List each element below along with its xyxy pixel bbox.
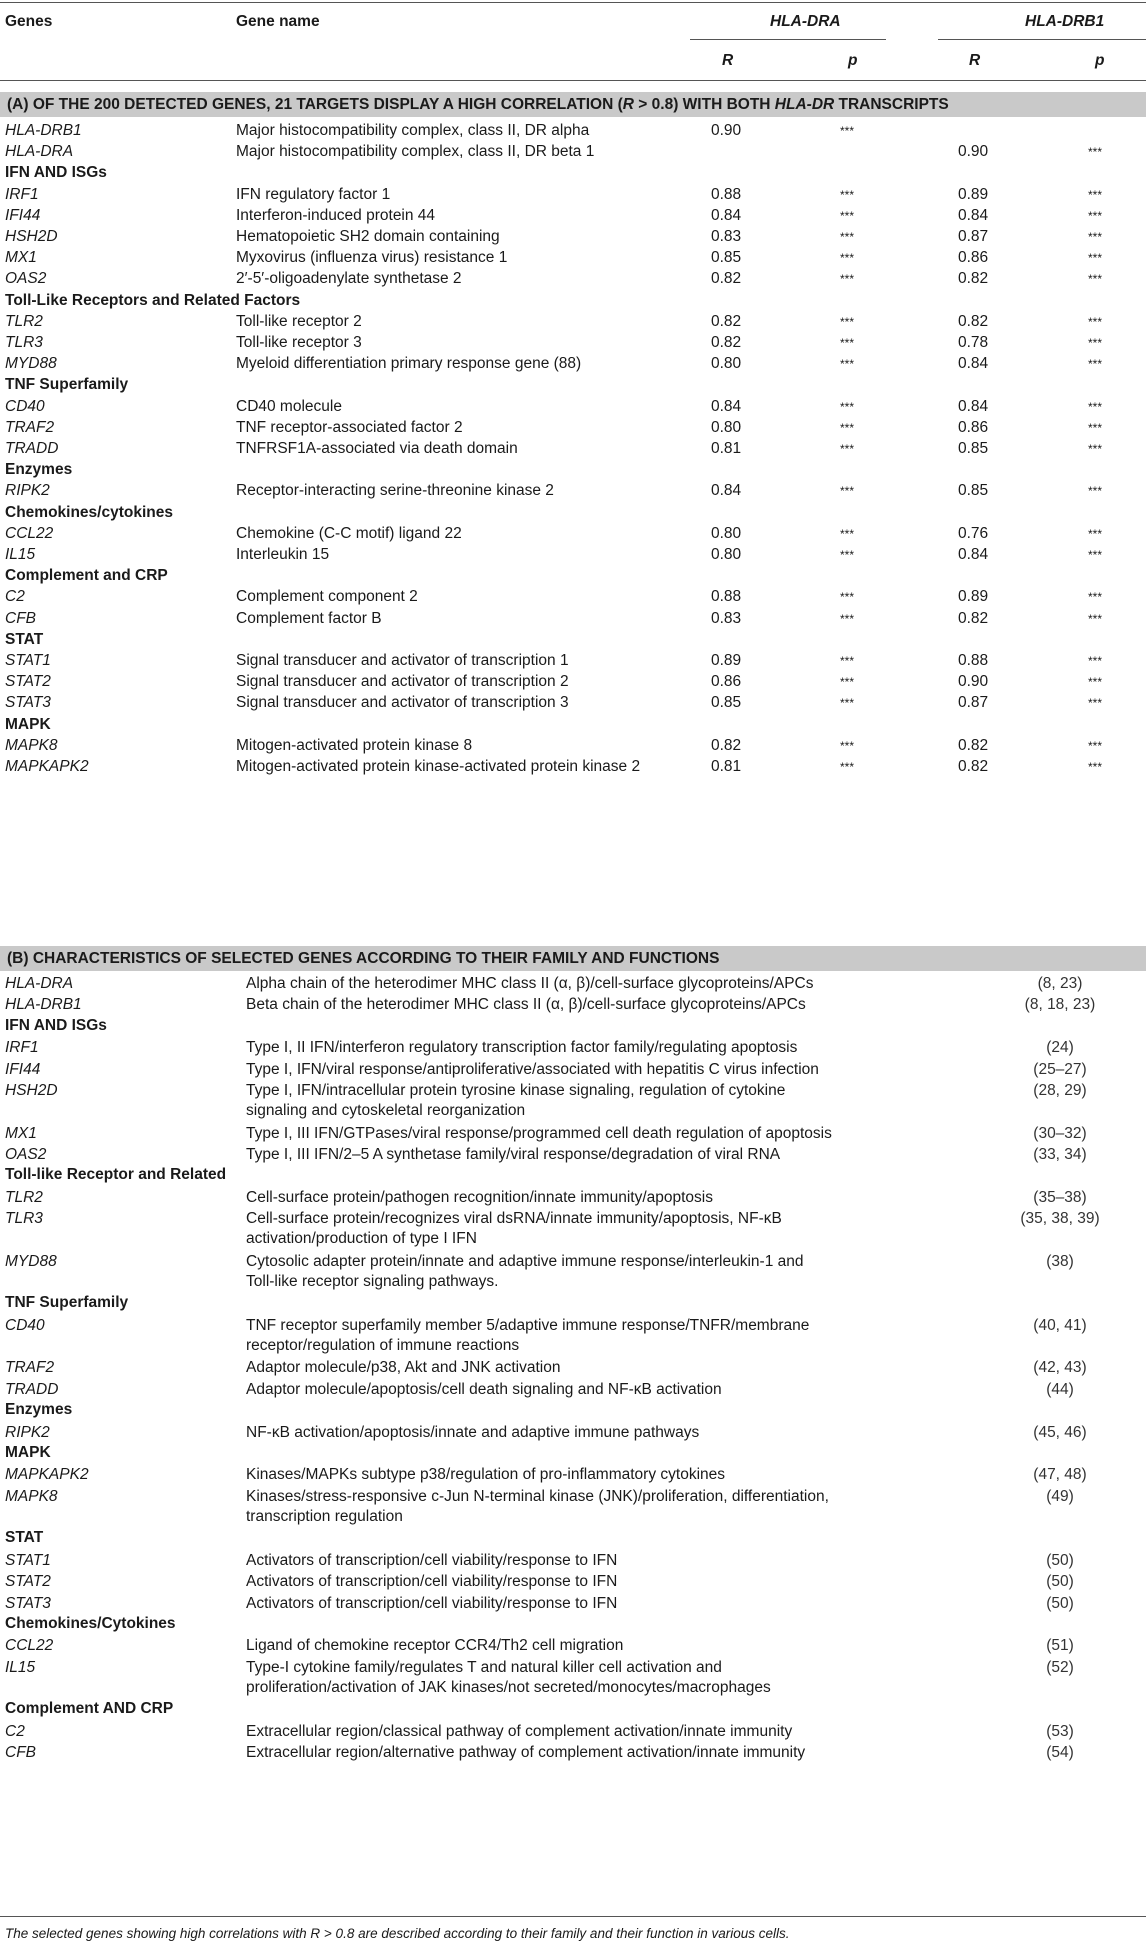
header-bottom-rule bbox=[0, 80, 1146, 81]
gene-symbol: IL15 bbox=[5, 1658, 36, 1676]
table-footnote: The selected genes showing high correlations with R > 0.8 are described according to their family and their function in various cells. bbox=[5, 1926, 790, 1941]
p-value-dra: *** bbox=[840, 357, 855, 372]
gene-description bbox=[246, 1722, 856, 1742]
description-line: receptor/regulation of immune reactions bbox=[246, 1336, 520, 1354]
r-value-dra: 0.82 bbox=[711, 334, 742, 351]
gene-name: Toll-like receptor 2 bbox=[236, 312, 362, 330]
r-value-drb1: 0.85 bbox=[958, 440, 989, 457]
p-value-drb1: *** bbox=[1088, 675, 1103, 690]
table-row bbox=[0, 351, 1146, 377]
gene-name: Complement factor B bbox=[236, 609, 382, 627]
description-line: proliferation/activation of JAK kinases/not secreted/monocytes/macrophages bbox=[246, 1678, 771, 1696]
gene-description bbox=[246, 974, 856, 994]
gene-name: Chemokine (C-C motif) ligand 22 bbox=[236, 524, 462, 542]
description-line: Type-I cytokine family/regulates T and natural killer cell activation and bbox=[246, 1658, 722, 1676]
description-line: TNF receptor superfamily member 5/adaptive immune response/TNFR/membrane bbox=[246, 1316, 810, 1334]
table-row bbox=[0, 690, 1146, 716]
r-value-drb1: 0.78 bbox=[958, 334, 989, 351]
gene-symbol: IRF1 bbox=[5, 185, 39, 203]
table-row bbox=[0, 542, 1146, 568]
gene-symbol: TLR3 bbox=[5, 1210, 43, 1228]
column-group-hla-dra: HLA-DRA bbox=[770, 13, 841, 30]
r-value-drb1: 0.82 bbox=[958, 312, 989, 330]
gene-symbol: IRF1 bbox=[5, 1039, 39, 1057]
gene-name: Mitogen-activated protein kinase-activated protein kinase 2 bbox=[236, 758, 641, 775]
p-value-drb1: *** bbox=[1088, 611, 1103, 626]
p-value-dra: *** bbox=[840, 251, 855, 266]
p-value-drb1: *** bbox=[1088, 187, 1103, 202]
reference-citation[interactable]: (50) bbox=[1046, 1573, 1074, 1591]
column-header-genes: Genes bbox=[5, 13, 53, 30]
r-value-dra: 0.81 bbox=[711, 440, 742, 457]
gene-symbol: TRAF2 bbox=[5, 1359, 55, 1377]
description-line: Type I, III IFN/2–5 A synthetase family/viral response/degradation of viral RNA bbox=[246, 1146, 781, 1163]
category-heading: Chemokines/cytokines bbox=[5, 503, 173, 521]
description-line: Beta chain of the heterodimer MHC class II (α, β)/cell-surface glycoproteins/APCs bbox=[246, 996, 806, 1014]
reference-citation[interactable]: (35–38) bbox=[1033, 1188, 1087, 1206]
reference-citation[interactable]: (44) bbox=[1046, 1380, 1074, 1398]
r-value-drb1: 0.90 bbox=[958, 673, 989, 691]
gene-symbol: HLA-DRB1 bbox=[5, 122, 82, 139]
p-value-dra: *** bbox=[840, 738, 855, 753]
r-value-drb1: 0.82 bbox=[958, 609, 989, 627]
p-value-dra: *** bbox=[840, 675, 855, 690]
gene-symbol: CFB bbox=[5, 1744, 36, 1762]
gene-symbol: MYD88 bbox=[5, 355, 57, 373]
gene-name: Interferon-induced protein 44 bbox=[236, 206, 436, 224]
gene-symbol: TRADD bbox=[5, 440, 59, 457]
group-rule-hla-dra bbox=[690, 39, 886, 40]
p-value-dra: *** bbox=[840, 124, 855, 138]
r-value-dra: 0.80 bbox=[711, 524, 742, 542]
gene-description bbox=[246, 1594, 856, 1614]
category-heading: MAPK bbox=[5, 1444, 51, 1461]
gene-description bbox=[246, 1252, 856, 1292]
gene-symbol: STAT3 bbox=[5, 694, 51, 712]
description-line: activation/production of type I IFN bbox=[246, 1230, 477, 1248]
r-value-dra: 0.85 bbox=[711, 694, 742, 712]
reference-citation[interactable]: (51) bbox=[1046, 1637, 1074, 1655]
gene-description bbox=[246, 1465, 856, 1485]
p-value-drb1: *** bbox=[1088, 590, 1103, 605]
p-value-drb1: *** bbox=[1088, 420, 1103, 435]
category-heading: Toll-Like Receptors and Related Factors bbox=[5, 291, 301, 309]
gene-symbol: STAT1 bbox=[5, 1551, 51, 1569]
gene-symbol: HLA-DRA bbox=[5, 143, 74, 161]
category-heading: Toll-like Receptor and Related bbox=[5, 1166, 227, 1184]
description-line: Activators of transcription/cell viability/response to IFN bbox=[246, 1573, 618, 1591]
gene-name: Hematopoietic SH2 domain containing bbox=[236, 228, 500, 245]
section-b-banner bbox=[0, 946, 1146, 971]
p-value-dra: *** bbox=[840, 208, 855, 223]
gene-symbol: TRADD bbox=[5, 1380, 59, 1398]
column-header-p-dra: p bbox=[848, 52, 858, 69]
gene-description bbox=[246, 1145, 856, 1165]
r-value-drb1: 0.86 bbox=[958, 418, 989, 436]
description-line: Cell-surface protein/recognizes viral dsRNA/innate immunity/apoptosis, NF-κB bbox=[246, 1210, 782, 1228]
reference-citation[interactable]: (33, 34) bbox=[1033, 1146, 1087, 1163]
r-value-dra: 0.88 bbox=[711, 588, 742, 606]
p-value-drb1: *** bbox=[1088, 484, 1103, 499]
r-value-dra: 0.90 bbox=[711, 122, 742, 139]
category-heading: STAT bbox=[5, 1529, 44, 1547]
r-value-dra: 0.82 bbox=[711, 270, 742, 288]
r-value-drb1: 0.85 bbox=[958, 482, 989, 500]
gene-description bbox=[246, 1487, 856, 1527]
gene-symbol: TLR3 bbox=[5, 334, 43, 351]
section-a-banner bbox=[0, 92, 1146, 117]
category-heading: Enzymes bbox=[5, 461, 73, 479]
p-value-dra: *** bbox=[840, 420, 855, 435]
gene-symbol: TLR2 bbox=[5, 312, 43, 330]
gene-symbol: MAPKAPK2 bbox=[5, 758, 89, 775]
p-value-drb1: *** bbox=[1088, 760, 1103, 774]
table-top-rule bbox=[0, 2, 1146, 3]
gene-name: Receptor-interacting serine-threonine kinase 2 bbox=[236, 482, 554, 500]
group-rule-hla-drb1 bbox=[938, 39, 1146, 40]
category-heading: STAT bbox=[5, 630, 44, 648]
description-line: Kinases/stress-responsive c-Jun N-terminal kinase (JNK)/proliferation, differentiation, bbox=[246, 1487, 829, 1505]
description-line: Type I, IFN/intracellular protein tyrosine kinase signaling, regulation of cytokine bbox=[246, 1082, 786, 1099]
gene-description bbox=[246, 1636, 856, 1656]
p-value-drb1: *** bbox=[1088, 251, 1103, 266]
description-line: Cytosolic adapter protein/innate and adaptive immune response/interleukin-1 and bbox=[246, 1252, 804, 1270]
gene-description bbox=[246, 1188, 856, 1208]
gene-name: TNFRSF1A-associated via death domain bbox=[236, 440, 518, 457]
gene-name: Signal transducer and activator of transcription 1 bbox=[236, 652, 569, 669]
r-value-drb1: 0.87 bbox=[958, 694, 989, 712]
category-heading: IFN AND ISGs bbox=[5, 1016, 107, 1034]
section-a-banner-text: (A) OF THE 200 DETECTED GENES, 21 TARGETS DISPLAY A HIGH CORRELATION ( bbox=[7, 96, 623, 113]
gene-description bbox=[246, 995, 856, 1015]
category-heading: Chemokines/Cytokines bbox=[5, 1615, 176, 1632]
description-line: NF-κB activation/apoptosis/innate and adaptive immune pathways bbox=[246, 1423, 700, 1441]
r-value-drb1: 0.89 bbox=[958, 588, 989, 606]
gene-symbol: HLA-DRA bbox=[5, 975, 74, 992]
p-value-drb1: *** bbox=[1088, 208, 1103, 223]
reference-citation[interactable]: (49) bbox=[1046, 1487, 1074, 1505]
p-value-dra: *** bbox=[840, 230, 855, 244]
gene-symbol: MAPK8 bbox=[5, 736, 58, 754]
section-a-banner-hla: HLA-DR bbox=[774, 96, 835, 113]
gene-description bbox=[246, 1209, 856, 1249]
category-heading: Complement and CRP bbox=[5, 567, 168, 585]
gene-name: 2′-5′-oligoadenylate synthetase 2 bbox=[236, 270, 462, 288]
gene-description bbox=[246, 1124, 856, 1144]
p-value-dra: *** bbox=[840, 187, 855, 202]
gene-name: Myeloid differentiation primary response gene (88) bbox=[236, 355, 582, 373]
reference-citation[interactable]: (35, 38, 39) bbox=[1020, 1210, 1100, 1228]
section-a-banner-r: R bbox=[622, 96, 634, 113]
r-value-dra: 0.83 bbox=[711, 228, 742, 245]
gene-description bbox=[246, 1658, 856, 1698]
p-value-dra: *** bbox=[840, 760, 855, 774]
p-value-drb1: *** bbox=[1088, 230, 1103, 244]
gene-symbol: MAPK8 bbox=[5, 1487, 58, 1505]
p-value-dra: *** bbox=[840, 590, 855, 605]
gene-description bbox=[246, 1316, 856, 1356]
r-value-drb1: 0.82 bbox=[958, 758, 989, 775]
r-value-drb1: 0.87 bbox=[958, 228, 989, 245]
gene-symbol: MX1 bbox=[5, 1124, 37, 1142]
r-value-dra: 0.84 bbox=[711, 397, 742, 415]
gene-symbol: STAT2 bbox=[5, 673, 51, 691]
gene-name: Myxovirus (influenza virus) resistance 1 bbox=[236, 249, 508, 267]
section-a-banner-post: TRANSCRIPTS bbox=[834, 96, 949, 113]
p-value-drb1: *** bbox=[1088, 526, 1103, 541]
gene-description bbox=[246, 1038, 856, 1058]
r-value-dra: 0.84 bbox=[711, 206, 742, 224]
p-value-dra: *** bbox=[840, 314, 855, 329]
table-row bbox=[0, 139, 1146, 165]
reference-citation[interactable]: (50) bbox=[1046, 1594, 1074, 1612]
gene-name: Major histocompatibility complex, class II, DR alpha bbox=[236, 122, 590, 139]
p-value-drb1: *** bbox=[1088, 738, 1103, 753]
gene-symbol: MX1 bbox=[5, 249, 37, 267]
r-value-dra: 0.89 bbox=[711, 652, 742, 669]
description-line: Activators of transcription/cell viability/response to IFN bbox=[246, 1594, 618, 1612]
gene-symbol: STAT3 bbox=[5, 1594, 51, 1612]
r-value-dra: 0.80 bbox=[711, 546, 742, 563]
gene-description bbox=[246, 1423, 856, 1443]
gene-symbol: STAT1 bbox=[5, 652, 51, 669]
gene-description bbox=[246, 1081, 856, 1121]
description-line: Ligand of chemokine receptor CCR4/Th2 cell migration bbox=[246, 1637, 624, 1655]
p-value-dra: *** bbox=[840, 442, 855, 456]
r-value-drb1: 0.88 bbox=[958, 652, 989, 669]
p-value-drb1: *** bbox=[1088, 357, 1103, 372]
gene-symbol: C2 bbox=[5, 588, 25, 606]
gene-description bbox=[246, 1572, 856, 1592]
description-line: Activators of transcription/cell viability/response to IFN bbox=[246, 1551, 618, 1569]
description-line: signaling and cytoskeletal reorganization bbox=[246, 1102, 526, 1119]
p-value-dra: *** bbox=[840, 272, 855, 287]
p-value-drb1: *** bbox=[1088, 654, 1103, 668]
column-header-r-drb1: R bbox=[969, 52, 981, 69]
description-line: Type I, II IFN/interferon regulatory transcription factor family/regulating apoptosis bbox=[246, 1039, 798, 1057]
gene-description bbox=[246, 1060, 856, 1080]
gene-name: IFN regulatory factor 1 bbox=[236, 185, 391, 203]
r-value-dra: 0.84 bbox=[711, 482, 742, 500]
description-line: Kinases/MAPKs subtype p38/regulation of pro-inflammatory cytokines bbox=[246, 1466, 726, 1484]
r-value-dra: 0.82 bbox=[711, 736, 742, 754]
r-value-drb1: 0.82 bbox=[958, 736, 989, 754]
gene-description bbox=[246, 1358, 856, 1378]
p-value-drb1: *** bbox=[1088, 442, 1103, 456]
reference-citation[interactable]: (47, 48) bbox=[1033, 1466, 1087, 1484]
r-value-dra: 0.88 bbox=[711, 185, 742, 203]
reference-citation[interactable]: (8, 23) bbox=[1037, 975, 1083, 992]
r-value-dra: 0.80 bbox=[711, 418, 742, 436]
table-row bbox=[0, 754, 1146, 780]
r-value-drb1: 0.90 bbox=[958, 143, 989, 161]
table-row bbox=[0, 606, 1146, 632]
gene-description bbox=[246, 1551, 856, 1571]
p-value-dra: *** bbox=[840, 526, 855, 541]
description-line: Alpha chain of the heterodimer MHC class II (α, β)/cell-surface glycoproteins/APCs bbox=[246, 975, 814, 992]
gene-description bbox=[246, 1743, 856, 1763]
reference-citation[interactable]: (24) bbox=[1046, 1039, 1074, 1057]
gene-symbol: RIPK2 bbox=[5, 482, 50, 500]
gene-name: Mitogen-activated protein kinase 8 bbox=[236, 736, 473, 754]
description-line: Cell-surface protein/pathogen recognition/innate immunity/apoptosis bbox=[246, 1188, 713, 1206]
r-value-dra: 0.83 bbox=[711, 609, 742, 627]
reference-citation[interactable]: (8, 18, 23) bbox=[1024, 996, 1096, 1014]
category-heading: IFN AND ISGs bbox=[5, 164, 107, 182]
p-value-drb1: *** bbox=[1088, 548, 1103, 562]
r-value-dra: 0.86 bbox=[711, 673, 742, 691]
description-line: transcription regulation bbox=[246, 1507, 403, 1525]
r-value-drb1: 0.76 bbox=[958, 524, 989, 542]
p-value-dra: *** bbox=[840, 611, 855, 626]
category-heading: MAPK bbox=[5, 715, 51, 733]
r-value-drb1: 0.84 bbox=[958, 397, 989, 415]
section-a-banner-mid: > 0.8) WITH BOTH bbox=[633, 96, 775, 113]
r-value-dra: 0.85 bbox=[711, 249, 742, 267]
p-value-dra: *** bbox=[840, 548, 855, 562]
description-line: Adaptor molecule/p38, Akt and JNK activation bbox=[246, 1359, 561, 1377]
gene-symbol: STAT2 bbox=[5, 1573, 51, 1591]
reference-citation[interactable]: (50) bbox=[1046, 1551, 1074, 1569]
p-value-drb1: *** bbox=[1088, 336, 1103, 350]
gene-name: Interleukin 15 bbox=[236, 546, 330, 563]
category-heading: Complement AND CRP bbox=[5, 1700, 174, 1718]
column-group-hla-drb1: HLA-DRB1 bbox=[1025, 13, 1105, 30]
gene-symbol: MAPKAPK2 bbox=[5, 1466, 89, 1484]
p-value-drb1: *** bbox=[1088, 399, 1103, 414]
description-line: Adaptor molecule/apoptosis/cell death signaling and NF-κB activation bbox=[246, 1380, 722, 1398]
gene-symbol: CFB bbox=[5, 609, 36, 627]
description-line: Toll-like receptor signaling pathways. bbox=[246, 1272, 499, 1290]
r-value-drb1: 0.84 bbox=[958, 546, 989, 563]
r-value-dra: 0.82 bbox=[711, 312, 742, 330]
table-row bbox=[0, 436, 1146, 462]
r-value-drb1: 0.84 bbox=[958, 355, 989, 373]
gene-symbol: HSH2D bbox=[5, 1082, 58, 1099]
gene-symbol: IFI44 bbox=[5, 206, 41, 224]
reference-citation[interactable]: (52) bbox=[1046, 1658, 1074, 1676]
reference-citation[interactable]: (40, 41) bbox=[1033, 1316, 1087, 1334]
reference-citation[interactable]: (38) bbox=[1046, 1252, 1074, 1270]
description-line: Type I, III IFN/GTPases/viral response/programmed cell death regulation of apoptosis bbox=[246, 1124, 832, 1142]
r-value-drb1: 0.86 bbox=[958, 249, 989, 267]
description-line: Extracellular region/alternative pathway of complement activation/innate immunity bbox=[246, 1744, 806, 1762]
gene-symbol: C2 bbox=[5, 1722, 25, 1740]
gene-description bbox=[246, 1380, 856, 1400]
column-header-gene-name: Gene name bbox=[236, 13, 320, 30]
gene-name: Toll-like receptor 3 bbox=[236, 334, 362, 351]
reference-citation[interactable]: (30–32) bbox=[1033, 1124, 1087, 1142]
r-value-dra: 0.81 bbox=[711, 758, 742, 775]
gene-symbol: OAS2 bbox=[5, 270, 47, 288]
p-value-drb1: *** bbox=[1088, 696, 1103, 711]
reference-citation[interactable]: (53) bbox=[1046, 1722, 1074, 1740]
p-value-dra: *** bbox=[840, 336, 855, 350]
p-value-dra: *** bbox=[840, 654, 855, 668]
gene-symbol: CD40 bbox=[5, 397, 45, 415]
table-bottom-rule bbox=[0, 1916, 1146, 1917]
gene-symbol: MYD88 bbox=[5, 1252, 57, 1270]
r-value-drb1: 0.84 bbox=[958, 206, 989, 224]
r-value-dra: 0.80 bbox=[711, 355, 742, 373]
reference-citation[interactable]: (28, 29) bbox=[1033, 1082, 1087, 1099]
reference-citation[interactable]: (25–27) bbox=[1033, 1060, 1087, 1078]
column-header-p-drb1: p bbox=[1095, 52, 1105, 69]
gene-symbol: OAS2 bbox=[5, 1146, 47, 1163]
category-heading: TNF Superfamily bbox=[5, 376, 129, 394]
description-line: Extracellular region/classical pathway of complement activation/innate immunity bbox=[246, 1722, 793, 1740]
gene-symbol: TLR2 bbox=[5, 1188, 43, 1206]
gene-symbol: TRAF2 bbox=[5, 418, 55, 436]
gene-symbol: IFI44 bbox=[5, 1060, 41, 1078]
r-value-drb1: 0.89 bbox=[958, 185, 989, 203]
gene-name: TNF receptor-associated factor 2 bbox=[236, 418, 463, 436]
category-heading: TNF Superfamily bbox=[5, 1294, 129, 1312]
gene-symbol: CD40 bbox=[5, 1316, 45, 1334]
p-value-dra: *** bbox=[840, 484, 855, 499]
description-line: Type I, IFN/viral response/antiproliferative/associated with hepatitis C virus infection bbox=[246, 1060, 819, 1078]
category-heading: Enzymes bbox=[5, 1401, 73, 1419]
gene-name: CD40 molecule bbox=[236, 397, 342, 415]
p-value-drb1: *** bbox=[1088, 272, 1103, 287]
p-value-drb1: *** bbox=[1088, 145, 1103, 160]
gene-name: Signal transducer and activator of transcription 3 bbox=[236, 694, 569, 712]
reference-citation[interactable]: (42, 43) bbox=[1033, 1359, 1087, 1377]
gene-name: Signal transducer and activator of transcription 2 bbox=[236, 673, 569, 691]
gene-symbol: HLA-DRB1 bbox=[5, 996, 82, 1014]
reference-citation[interactable]: (54) bbox=[1046, 1744, 1074, 1762]
gene-name: Major histocompatibility complex, class II, DR beta 1 bbox=[236, 143, 595, 161]
p-value-dra: *** bbox=[840, 696, 855, 711]
reference-citation[interactable]: (45, 46) bbox=[1033, 1423, 1087, 1441]
r-value-drb1: 0.82 bbox=[958, 270, 989, 288]
section-b-banner-text: (B) CHARACTERISTICS OF SELECTED GENES ACCORDING TO THEIR FAMILY AND FUNCTIONS bbox=[7, 950, 720, 967]
gene-symbol: HSH2D bbox=[5, 228, 58, 245]
gene-name: Complement component 2 bbox=[236, 588, 418, 606]
gene-symbol: IL15 bbox=[5, 546, 36, 563]
gene-symbol: RIPK2 bbox=[5, 1423, 50, 1441]
gene-symbol: CCL22 bbox=[5, 524, 54, 542]
p-value-dra: *** bbox=[840, 399, 855, 414]
gene-symbol: CCL22 bbox=[5, 1637, 54, 1655]
p-value-drb1: *** bbox=[1088, 314, 1103, 329]
column-header-r-dra: R bbox=[722, 52, 734, 69]
